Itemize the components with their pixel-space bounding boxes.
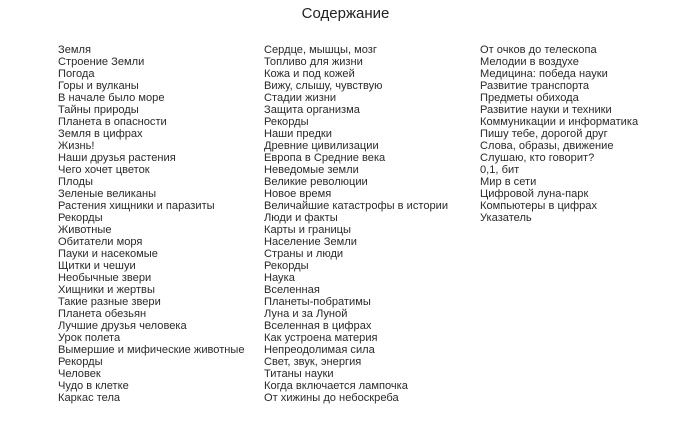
toc-entry: Стадии жизни	[264, 92, 337, 104]
toc-entry: Как устроена материя	[264, 332, 378, 344]
toc-entry: Необычные звери	[58, 272, 152, 284]
toc-entry: Новое время	[264, 188, 332, 200]
toc-entry: Развитие транспорта	[480, 80, 590, 92]
toc-entry: Слова, образы, движение	[480, 140, 614, 152]
toc-entry: Земля	[58, 44, 91, 56]
toc-entry: Пауки и насекомые	[58, 248, 158, 260]
toc-column-3	[480, 44, 638, 224]
toc-entry: Такие разные звери	[58, 296, 161, 308]
toc-entry: Чудо в клетке	[58, 380, 129, 392]
toc-entry: Животные	[58, 224, 112, 236]
toc-entry: Тайны природы	[58, 104, 139, 116]
toc-entry: Вымершие и мифические животные	[58, 344, 245, 356]
toc-entry: Чего хочет цветок	[58, 164, 150, 176]
toc-entry: Титаны науки	[264, 368, 334, 380]
page-title: Содержание	[301, 5, 390, 22]
toc-entry: Планета обезьян	[58, 308, 147, 320]
toc-entry: Величайшие катастрофы в истории	[264, 200, 449, 212]
toc-entry: Мир в сети	[480, 176, 537, 188]
toc-column-2	[264, 44, 448, 404]
toc-entry: Мелодии в воздухе	[480, 56, 579, 68]
toc-entry: Коммуникации и информатика	[480, 116, 639, 128]
toc-entry: Наши друзья растения	[58, 152, 176, 164]
toc-entry: Предметы обихода	[480, 92, 579, 104]
toc-entry: Карты и границы	[264, 224, 352, 236]
toc-entry: Страны и люди	[264, 248, 344, 260]
toc-entry: Свет, звук, энергия	[264, 356, 362, 368]
toc-entry: Вселенная в цифрах	[264, 320, 372, 332]
toc-entry: Топливо для жизни	[264, 56, 363, 68]
toc-entry: Рекорды	[264, 116, 309, 128]
toc-entry: Земля в цифрах	[58, 128, 143, 140]
toc-entry: Планета в опасности	[58, 116, 167, 128]
toc-entry: Рекорды	[264, 260, 309, 272]
toc-entry: Кожа и под кожей	[264, 68, 355, 80]
toc-entry: Европа в Средние века	[264, 152, 386, 164]
toc-entry: Компьютеры в цифрах	[480, 200, 598, 212]
toc-entry: Люди и факты	[264, 212, 338, 224]
toc-entry: Щитки и чешуи	[58, 260, 136, 272]
toc-entry: Указатель	[480, 212, 532, 224]
toc-entry: Рекорды	[58, 212, 103, 224]
toc-entry: Жизнь!	[58, 140, 95, 152]
toc-entry: Строение Земли	[58, 56, 145, 68]
toc-entry: Погода	[58, 68, 95, 80]
toc-entry: Горы и вулканы	[58, 80, 139, 92]
toc-entry: Лучшие друзья человека	[58, 320, 187, 332]
toc-entry: Население Земли	[264, 236, 357, 248]
toc-entry: Луна и за Луной	[264, 308, 348, 320]
toc-entry: Развитие науки и техники	[480, 104, 612, 116]
toc-entry: Наука	[264, 272, 295, 284]
toc-entry: Человек	[58, 368, 101, 380]
toc-entry: Вижу, слышу, чувствую	[264, 80, 383, 92]
toc-entry: От очков до телескопа	[480, 44, 597, 56]
toc-entry: Планеты-побратимы	[264, 296, 371, 308]
toc-entry: Зеленые великаны	[58, 188, 157, 200]
toc-entry: Каркас тела	[58, 392, 121, 404]
toc-entry: Хищники и жертвы	[58, 284, 155, 296]
toc-entry: Древние цивилизации	[264, 140, 379, 152]
toc-entry: Урок полета	[58, 332, 121, 344]
toc-entry: Растения хищники и паразиты	[58, 200, 215, 212]
toc-entry: Непреодолимая сила	[264, 344, 375, 356]
toc-entry: В начале было море	[58, 92, 165, 104]
toc-entry: Когда включается лампочка	[264, 380, 408, 392]
toc-entry: Вселенная	[264, 284, 320, 296]
toc-entry: Сердце, мышцы, мозг	[264, 44, 377, 56]
toc-entry: Наши предки	[264, 128, 332, 140]
toc-entry: Пишу тебе, дорогой друг	[480, 128, 608, 140]
toc-column-1	[58, 44, 245, 404]
toc-entry: От хижины до небоскреба	[264, 392, 399, 404]
toc-entry: Неведомые земли	[264, 164, 359, 176]
toc-entry: Цифровой луна-парк	[480, 188, 589, 200]
toc-entry: Обитатели моря	[58, 236, 143, 248]
toc-entry: Рекорды	[58, 356, 103, 368]
toc-entry: Слушаю, кто говорит?	[480, 152, 595, 164]
toc-entry: Плоды	[58, 176, 93, 188]
toc-entry: Великие революции	[264, 176, 368, 188]
toc-entry: Медицина: победа науки	[480, 68, 608, 80]
toc-entry: Защита организма	[264, 104, 360, 116]
toc-entry: 0,1, бит	[480, 164, 520, 176]
